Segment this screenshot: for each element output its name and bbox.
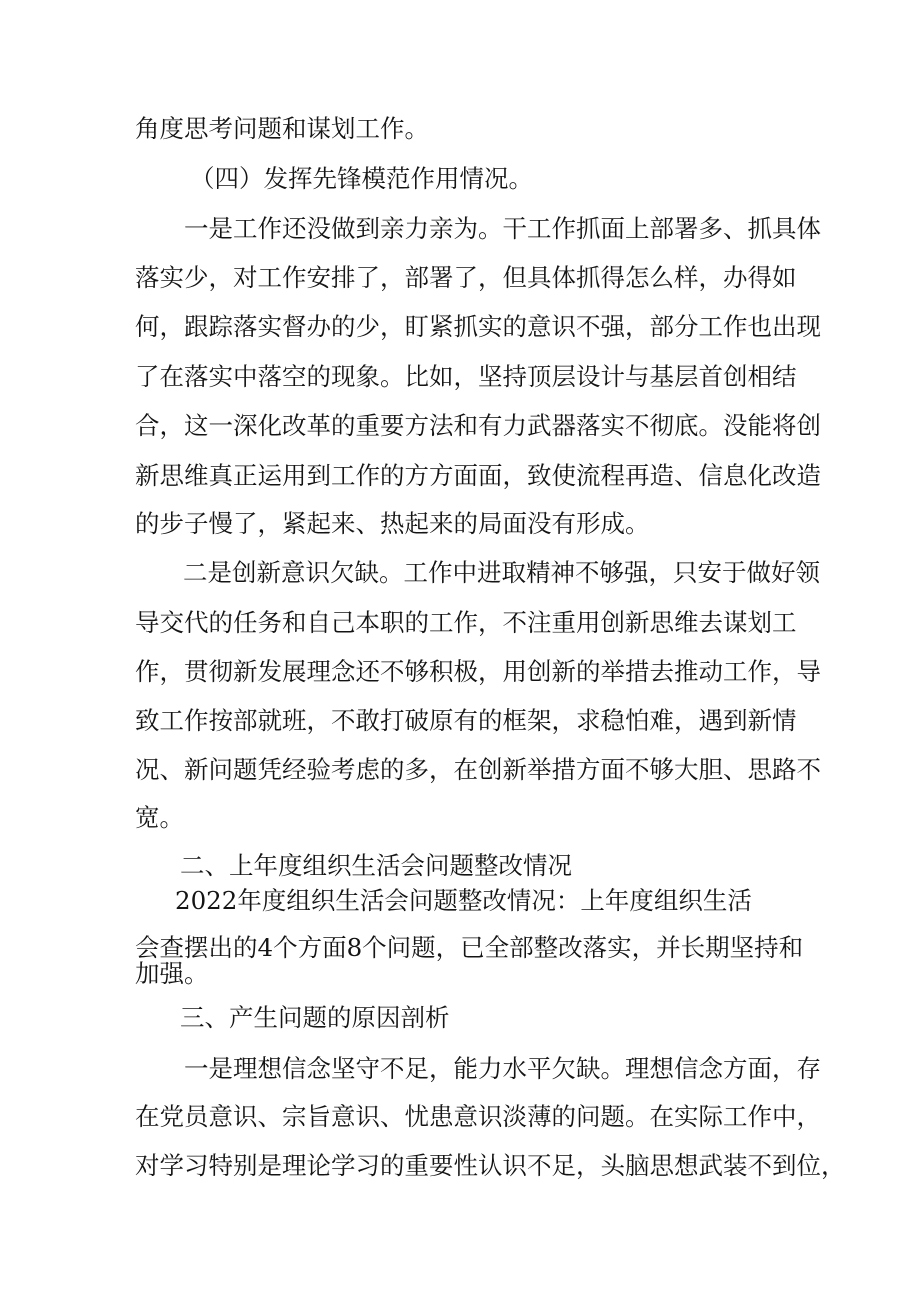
text-line: 一是理想信念坚守不足，能力水平欠缺。理想信念方面，存 bbox=[184, 1054, 821, 1083]
text-line: 合，这一深化改革的重要方法和有力武器落实不彻底。没能将创 bbox=[135, 411, 821, 440]
text-line: 二是创新意识欠缺。工作中进取精神不够强，只安于做好领 bbox=[183, 558, 820, 587]
text-line: 在党员意识、宗旨意识、忧患意识淡薄的问题。在实际工作中， bbox=[135, 1102, 821, 1131]
text-line: 况、新问题凭经验考虑的多，在创新举措方面不够大胆、思路不 bbox=[135, 755, 821, 784]
text-line: 致工作按部就班，不敢打破原有的框架，求稳怕难，遇到新情 bbox=[135, 706, 797, 735]
text-line: 落实少，对工作安排了，部署了，但具体抓得怎么样，办得如 bbox=[135, 263, 797, 292]
section-heading: （四）发挥先锋模范作用情况。 bbox=[190, 164, 533, 193]
text-line: 宽。 bbox=[135, 803, 184, 832]
text-line: 角度思考问题和谋划工作。 bbox=[135, 114, 429, 143]
text-line: 对学习特别是理论学习的重要性认识不足，头脑思想武装不到位， bbox=[135, 1151, 846, 1180]
text-line: 加强。 bbox=[135, 959, 209, 988]
text-line: 作，贯彻新发展理念还不够积极，用创新的举措去推动工作，导 bbox=[135, 657, 821, 686]
text-line: 的步子慢了，紧起来、热起来的局面没有形成。 bbox=[135, 509, 650, 538]
text-line: 2022年度组织生活会问题整改情况：上年度组织生活 bbox=[175, 886, 752, 915]
text-line: 了在落实中落空的现象。比如，坚持顶层设计与基层首创相结 bbox=[135, 362, 797, 391]
text-line: 何，跟踪落实督办的少，盯紧抓实的意识不强，部分工作也出现 bbox=[135, 312, 821, 341]
section-heading: 二、上年度组织生活会问题整改情况 bbox=[180, 851, 572, 880]
text-line: 会查摆出的4个方面8个问题，已全部整改落实，并长期坚持和 bbox=[135, 933, 804, 962]
text-line: 导交代的任务和自己本职的工作，不注重用创新思维去谋划工 bbox=[135, 608, 797, 637]
text-line: 新思维真正运用到工作的方方面面，致使流程再造、信息化改造 bbox=[135, 461, 821, 490]
text-line: 一是工作还没做到亲力亲为。干工作抓面上部署多、抓具体 bbox=[184, 214, 821, 243]
section-heading: 三、产生问题的原因剖析 bbox=[180, 1003, 450, 1032]
